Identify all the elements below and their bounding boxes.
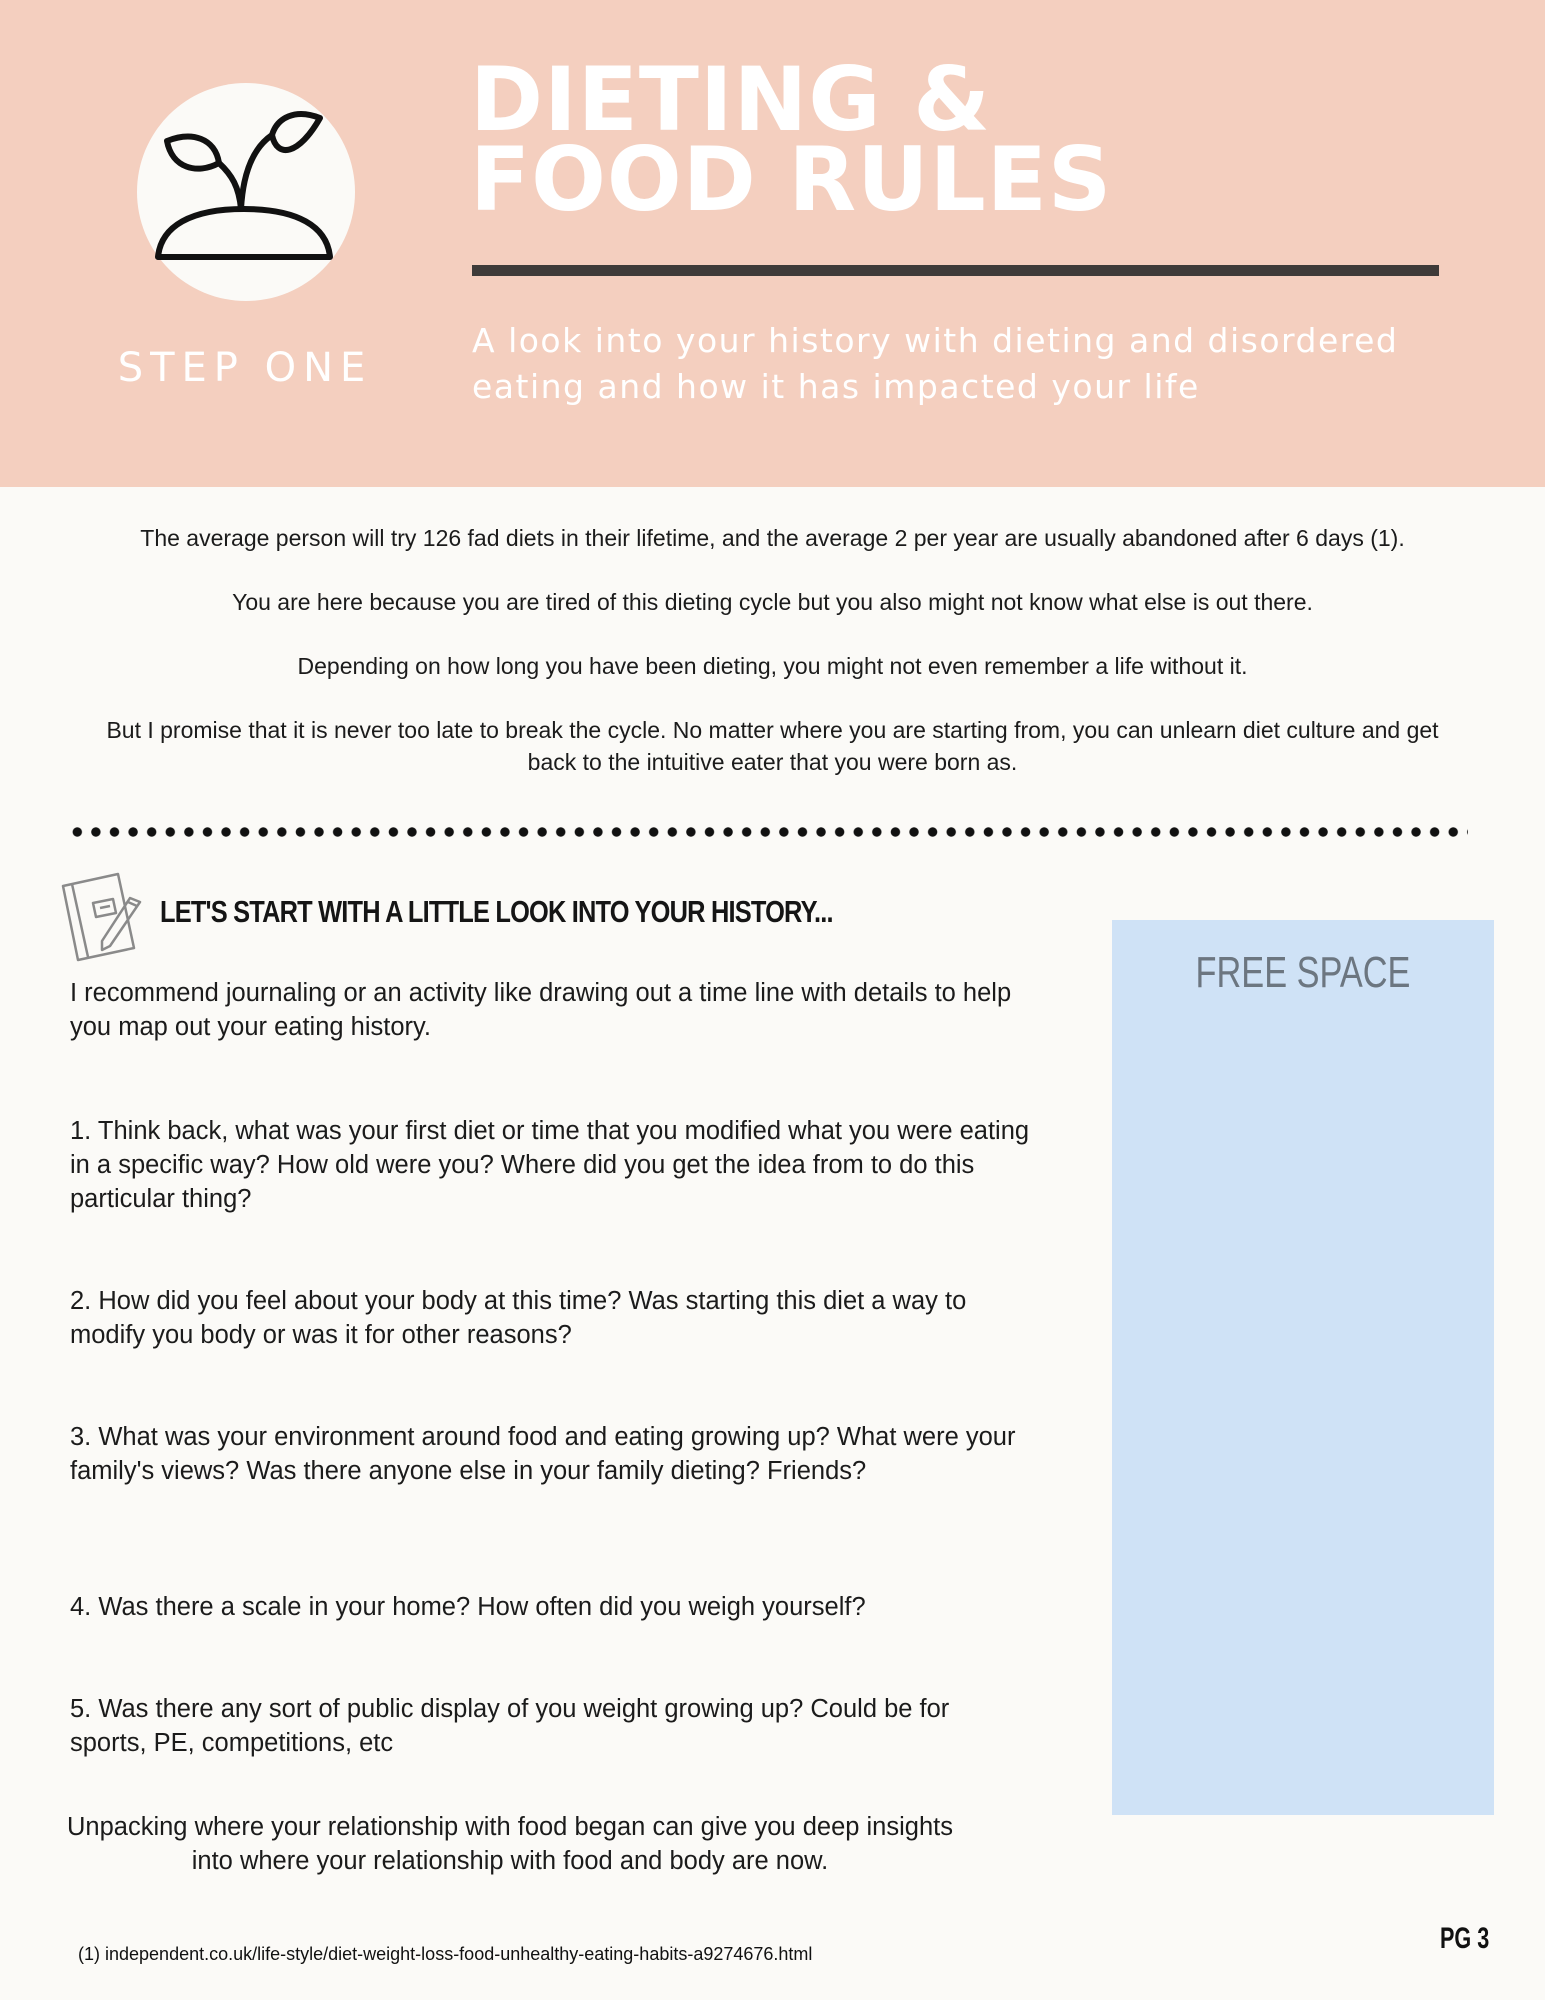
question-4: 4. Was there a scale in your home? How often did you weigh yourself? xyxy=(70,1593,866,1621)
subtitle-line-2: eating and how it has impacted your life xyxy=(472,367,1200,406)
title-line-2: FOOD RULES xyxy=(470,128,1113,231)
free-space-label: FREE SPACE xyxy=(1195,948,1411,997)
intro-paragraph: But I promise that it is never too late to break the cycle. No matter where you are starting from, you can unlearn diet culture and get back to the intuitive eater that you were born as. xyxy=(106,717,1439,775)
page-subtitle xyxy=(472,318,1472,410)
title-divider xyxy=(472,265,1439,276)
footnote: (1) independent.co.uk/life-style/diet-weight-loss-food-unhealthy-eating-habits-a9274676.html xyxy=(78,1944,813,1964)
intro-section xyxy=(40,522,1505,810)
header-banner xyxy=(0,0,1545,487)
history-heading: LET'S START WITH A LITTLE LOOK INTO YOUR HISTORY... xyxy=(160,894,833,929)
intro-paragraph: The average person will try 126 fad diets in their lifetime, and the average 2 per year are usually abandoned after 6 days (1). xyxy=(140,525,1405,551)
notebook-icon xyxy=(58,868,148,968)
free-space-box xyxy=(1112,920,1494,1815)
dotted-divider xyxy=(68,825,1468,839)
question-1: 1. Think back, what was your first diet or time that you modified what you were eating in a specific way? How old were you? Where did you get the idea from to do this particular thing? xyxy=(70,1117,1030,1213)
step-label: STEP ONE xyxy=(117,345,373,391)
history-questions xyxy=(70,976,1030,1757)
question-2: 2. How did you feel about your body at this time? Was starting this diet a way to modify you body or was it for other reasons? xyxy=(70,1287,967,1349)
subtitle-line-1: A look into your history with dieting and disordered xyxy=(472,321,1399,360)
logo-badge xyxy=(137,83,355,301)
closing-statement: Unpacking where your relationship with food began can give you deep insights into where your relationship with food and body are now. xyxy=(67,1813,953,1875)
question-3: 3. What was your environment around food and eating growing up? What were your family's views? Was there anyone else in your family dieting? Friends? xyxy=(70,1423,1016,1485)
page-number: PG 3 xyxy=(1440,1922,1490,1955)
intro-paragraph: You are here because you are tired of this dieting cycle but you also might not know what else is out there. xyxy=(232,589,1313,615)
title-line-1: DIETING & xyxy=(470,48,991,151)
page-title xyxy=(470,48,1470,231)
question-5: 5. Was there any sort of public display of you weight growing up? Could be for sports, PE, competitions, etc xyxy=(70,1695,950,1757)
history-lead: I recommend journaling or an activity like drawing out a time line with details to help you map out your eating history. xyxy=(70,979,1012,1041)
intro-paragraph: Depending on how long you have been dieting, you might not even remember a life without it. xyxy=(297,653,1248,679)
sprout-icon xyxy=(137,83,355,301)
